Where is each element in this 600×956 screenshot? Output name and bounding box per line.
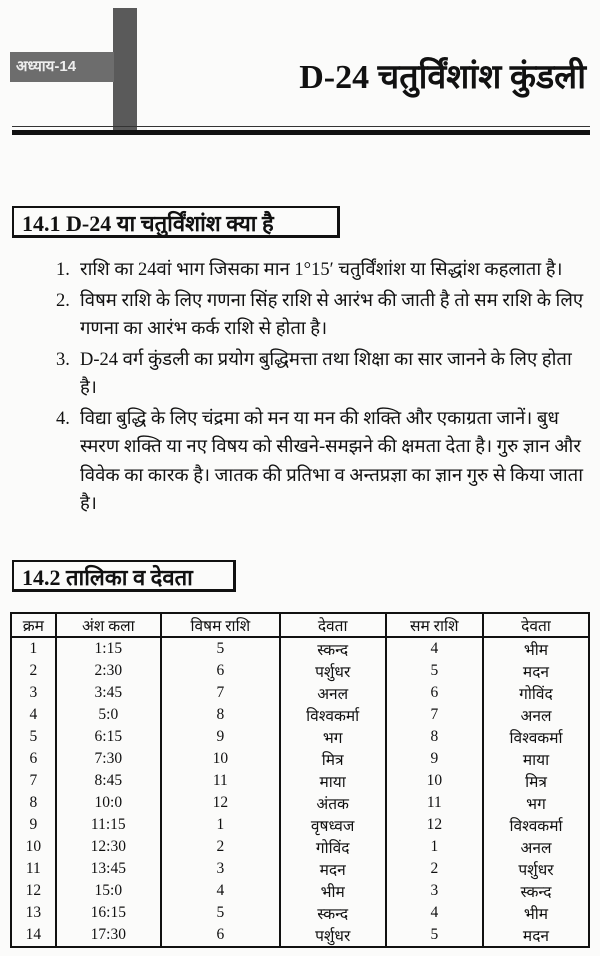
table-cell: विश्वकर्मा <box>483 726 589 748</box>
list-item-number: 3. <box>56 349 70 370</box>
table-row <box>11 858 589 880</box>
table-cell: 9 <box>386 748 483 770</box>
table-cell: भीम <box>280 880 386 902</box>
table-cell: 4 <box>29 706 38 723</box>
column-header: देवता <box>280 613 386 637</box>
table-cell: स्कन्द <box>483 880 589 902</box>
table-cell: 12 <box>386 814 483 836</box>
table-cell: वृषध्वज <box>280 814 386 836</box>
table-cell: 3:45 <box>56 682 161 704</box>
list-item-number: 4. <box>56 408 70 429</box>
table-cell: 17:30 <box>56 924 161 947</box>
list-item <box>50 405 588 519</box>
column-header: क्रम <box>11 613 56 637</box>
table-cell: 11 <box>386 792 483 814</box>
table-cell: विश्वकर्मा <box>483 814 589 836</box>
table-cell: भीम <box>483 902 589 924</box>
table-cell: 3 <box>386 880 483 902</box>
chapter-decor-bar <box>113 8 137 130</box>
table-cell: 2 <box>386 858 483 880</box>
table-cell: 12:30 <box>56 836 161 858</box>
chapter-title: D-24 चतुर्विंशांश कुंडली <box>299 59 586 96</box>
table-cell: 5 <box>161 902 280 924</box>
table-cell: पर्शुधर <box>483 858 589 880</box>
table-cell: 7 <box>161 682 280 704</box>
table-cell: भीम <box>483 637 589 660</box>
table-cell: 4 <box>386 637 483 660</box>
list-item-text: विषम राशि के लिए गणना सिंह राशि से आरंभ की जाती है तो सम राशि के लिए गणना का आरंभ कर्क राशि से होता है। <box>80 290 584 339</box>
table-cell: 10 <box>386 770 483 792</box>
column-header: अंश कला <box>56 613 161 637</box>
table-cell: 6 <box>161 660 280 682</box>
table-cell: 6 <box>161 924 280 947</box>
table-cell: 5:0 <box>56 704 161 726</box>
table-cell: मदन <box>483 924 589 947</box>
table-cell: माया <box>483 748 589 770</box>
section-heading-14-1: 14.1 D-24 या चतुर्विंशांश क्या है <box>12 206 340 238</box>
header-rule-thin <box>12 126 590 127</box>
table-cell: 8 <box>386 726 483 748</box>
table-cell: 10:0 <box>56 792 161 814</box>
table-cell: 2:30 <box>56 660 161 682</box>
table-cell: 2 <box>29 662 38 679</box>
table-cell: अंतक <box>280 792 386 814</box>
table-cell: 8 <box>161 704 280 726</box>
table-cell: 1 <box>161 814 280 836</box>
table-cell: मदन <box>280 858 386 880</box>
table-cell: 12 <box>25 882 42 899</box>
table-cell: अनल <box>483 704 589 726</box>
numbered-list <box>50 256 588 521</box>
list-item-text: विद्या बुद्धि के लिए चंद्रमा को मन या मन की शक्ति और एकाग्रता जानें। बुध स्मरण शक्ति या नए विषय को सीखने-समझने की क्षमता देता है। गुरु ज्ञान और विवेक का कारक है। जातक की प्रतिभा व अन्तप्रज्ञा का ज्ञान गुरु से किया जाता है। <box>80 408 583 514</box>
table-cell: 8 <box>29 794 38 811</box>
table-cell: 5 <box>386 924 483 947</box>
table-row <box>11 924 589 947</box>
table-cell: भग <box>483 792 589 814</box>
table-cell: 12 <box>161 792 280 814</box>
list-item-text: राशि का 24वां भाग जिसका मान 1°15′ चतुर्विंशांश या सिद्धांश कहलाता है। <box>80 260 563 280</box>
table-cell: 6 <box>386 682 483 704</box>
list-item <box>50 287 588 344</box>
column-header: देवता <box>483 613 589 637</box>
table-header-row <box>11 613 589 637</box>
list-item-text: D-24 वर्ग कुंडली का प्रयोग बुद्धिमत्ता तथा शिक्षा का सार जानने के लिए होता है। <box>80 349 572 398</box>
table-cell: स्कन्द <box>280 637 386 660</box>
table-cell: अनल <box>280 682 386 704</box>
table-cell: 1:15 <box>56 637 161 660</box>
table-cell: स्कन्द <box>280 902 386 924</box>
table-cell: 1 <box>29 640 38 657</box>
table-cell: 6:15 <box>56 726 161 748</box>
table-cell: 6 <box>29 750 38 767</box>
table-cell: 1 <box>386 836 483 858</box>
table-cell: 14 <box>25 926 42 943</box>
table-row <box>11 792 589 814</box>
chapter-label: अध्याय-14 <box>10 52 114 82</box>
table-row <box>11 660 589 682</box>
table-cell: 7 <box>386 704 483 726</box>
table-cell: 2 <box>161 836 280 858</box>
table-cell: 15:0 <box>56 880 161 902</box>
table-cell: गोविंद <box>280 836 386 858</box>
table-row <box>11 836 589 858</box>
table-cell: पर्शुधर <box>280 660 386 682</box>
table-cell: गोविंद <box>483 682 589 704</box>
table-cell: पर्शुधर <box>280 924 386 947</box>
list-item-number: 2. <box>56 290 70 311</box>
table-cell: 10 <box>161 748 280 770</box>
section-heading-14-2: 14.2 तालिका व देवता <box>12 560 236 592</box>
table-cell: मदन <box>483 660 589 682</box>
table-cell: 7 <box>29 772 38 789</box>
table-cell: 3 <box>161 858 280 880</box>
table-cell: भग <box>280 726 386 748</box>
list-item <box>50 346 588 403</box>
table-row <box>11 748 589 770</box>
table-cell: 9 <box>29 816 38 833</box>
table-cell: माया <box>280 770 386 792</box>
table-cell: 9 <box>161 726 280 748</box>
table-cell: मित्र <box>483 770 589 792</box>
table-row <box>11 880 589 902</box>
table-cell: 16:15 <box>56 902 161 924</box>
table-row <box>11 682 589 704</box>
table-row <box>11 902 589 924</box>
list-item <box>50 256 588 285</box>
table-row <box>11 704 589 726</box>
table-cell: 5 <box>29 728 38 745</box>
table-cell: 5 <box>386 660 483 682</box>
table-cell: 8:45 <box>56 770 161 792</box>
header-rule-thick <box>12 130 590 135</box>
deity-table <box>10 612 590 948</box>
list-item-number: 1. <box>56 260 70 280</box>
table-cell: 11:15 <box>56 814 161 836</box>
table-cell: 11 <box>161 770 280 792</box>
table-row <box>11 770 589 792</box>
table-cell: 3 <box>29 684 38 701</box>
table-row <box>11 637 589 660</box>
table-cell: मित्र <box>280 748 386 770</box>
table-cell: 11 <box>25 860 41 877</box>
table-cell: 10 <box>25 838 42 855</box>
table-cell: 5 <box>161 637 280 660</box>
column-header: विषम राशि <box>161 613 280 637</box>
table-row <box>11 814 589 836</box>
table-cell: विश्वकर्मा <box>280 704 386 726</box>
table-cell: अनल <box>483 836 589 858</box>
table-cell: 13 <box>25 904 42 921</box>
table-cell: 13:45 <box>56 858 161 880</box>
table-cell: 4 <box>386 902 483 924</box>
table-cell: 4 <box>161 880 280 902</box>
table-row <box>11 726 589 748</box>
column-header: सम राशि <box>386 613 483 637</box>
table-cell: 7:30 <box>56 748 161 770</box>
